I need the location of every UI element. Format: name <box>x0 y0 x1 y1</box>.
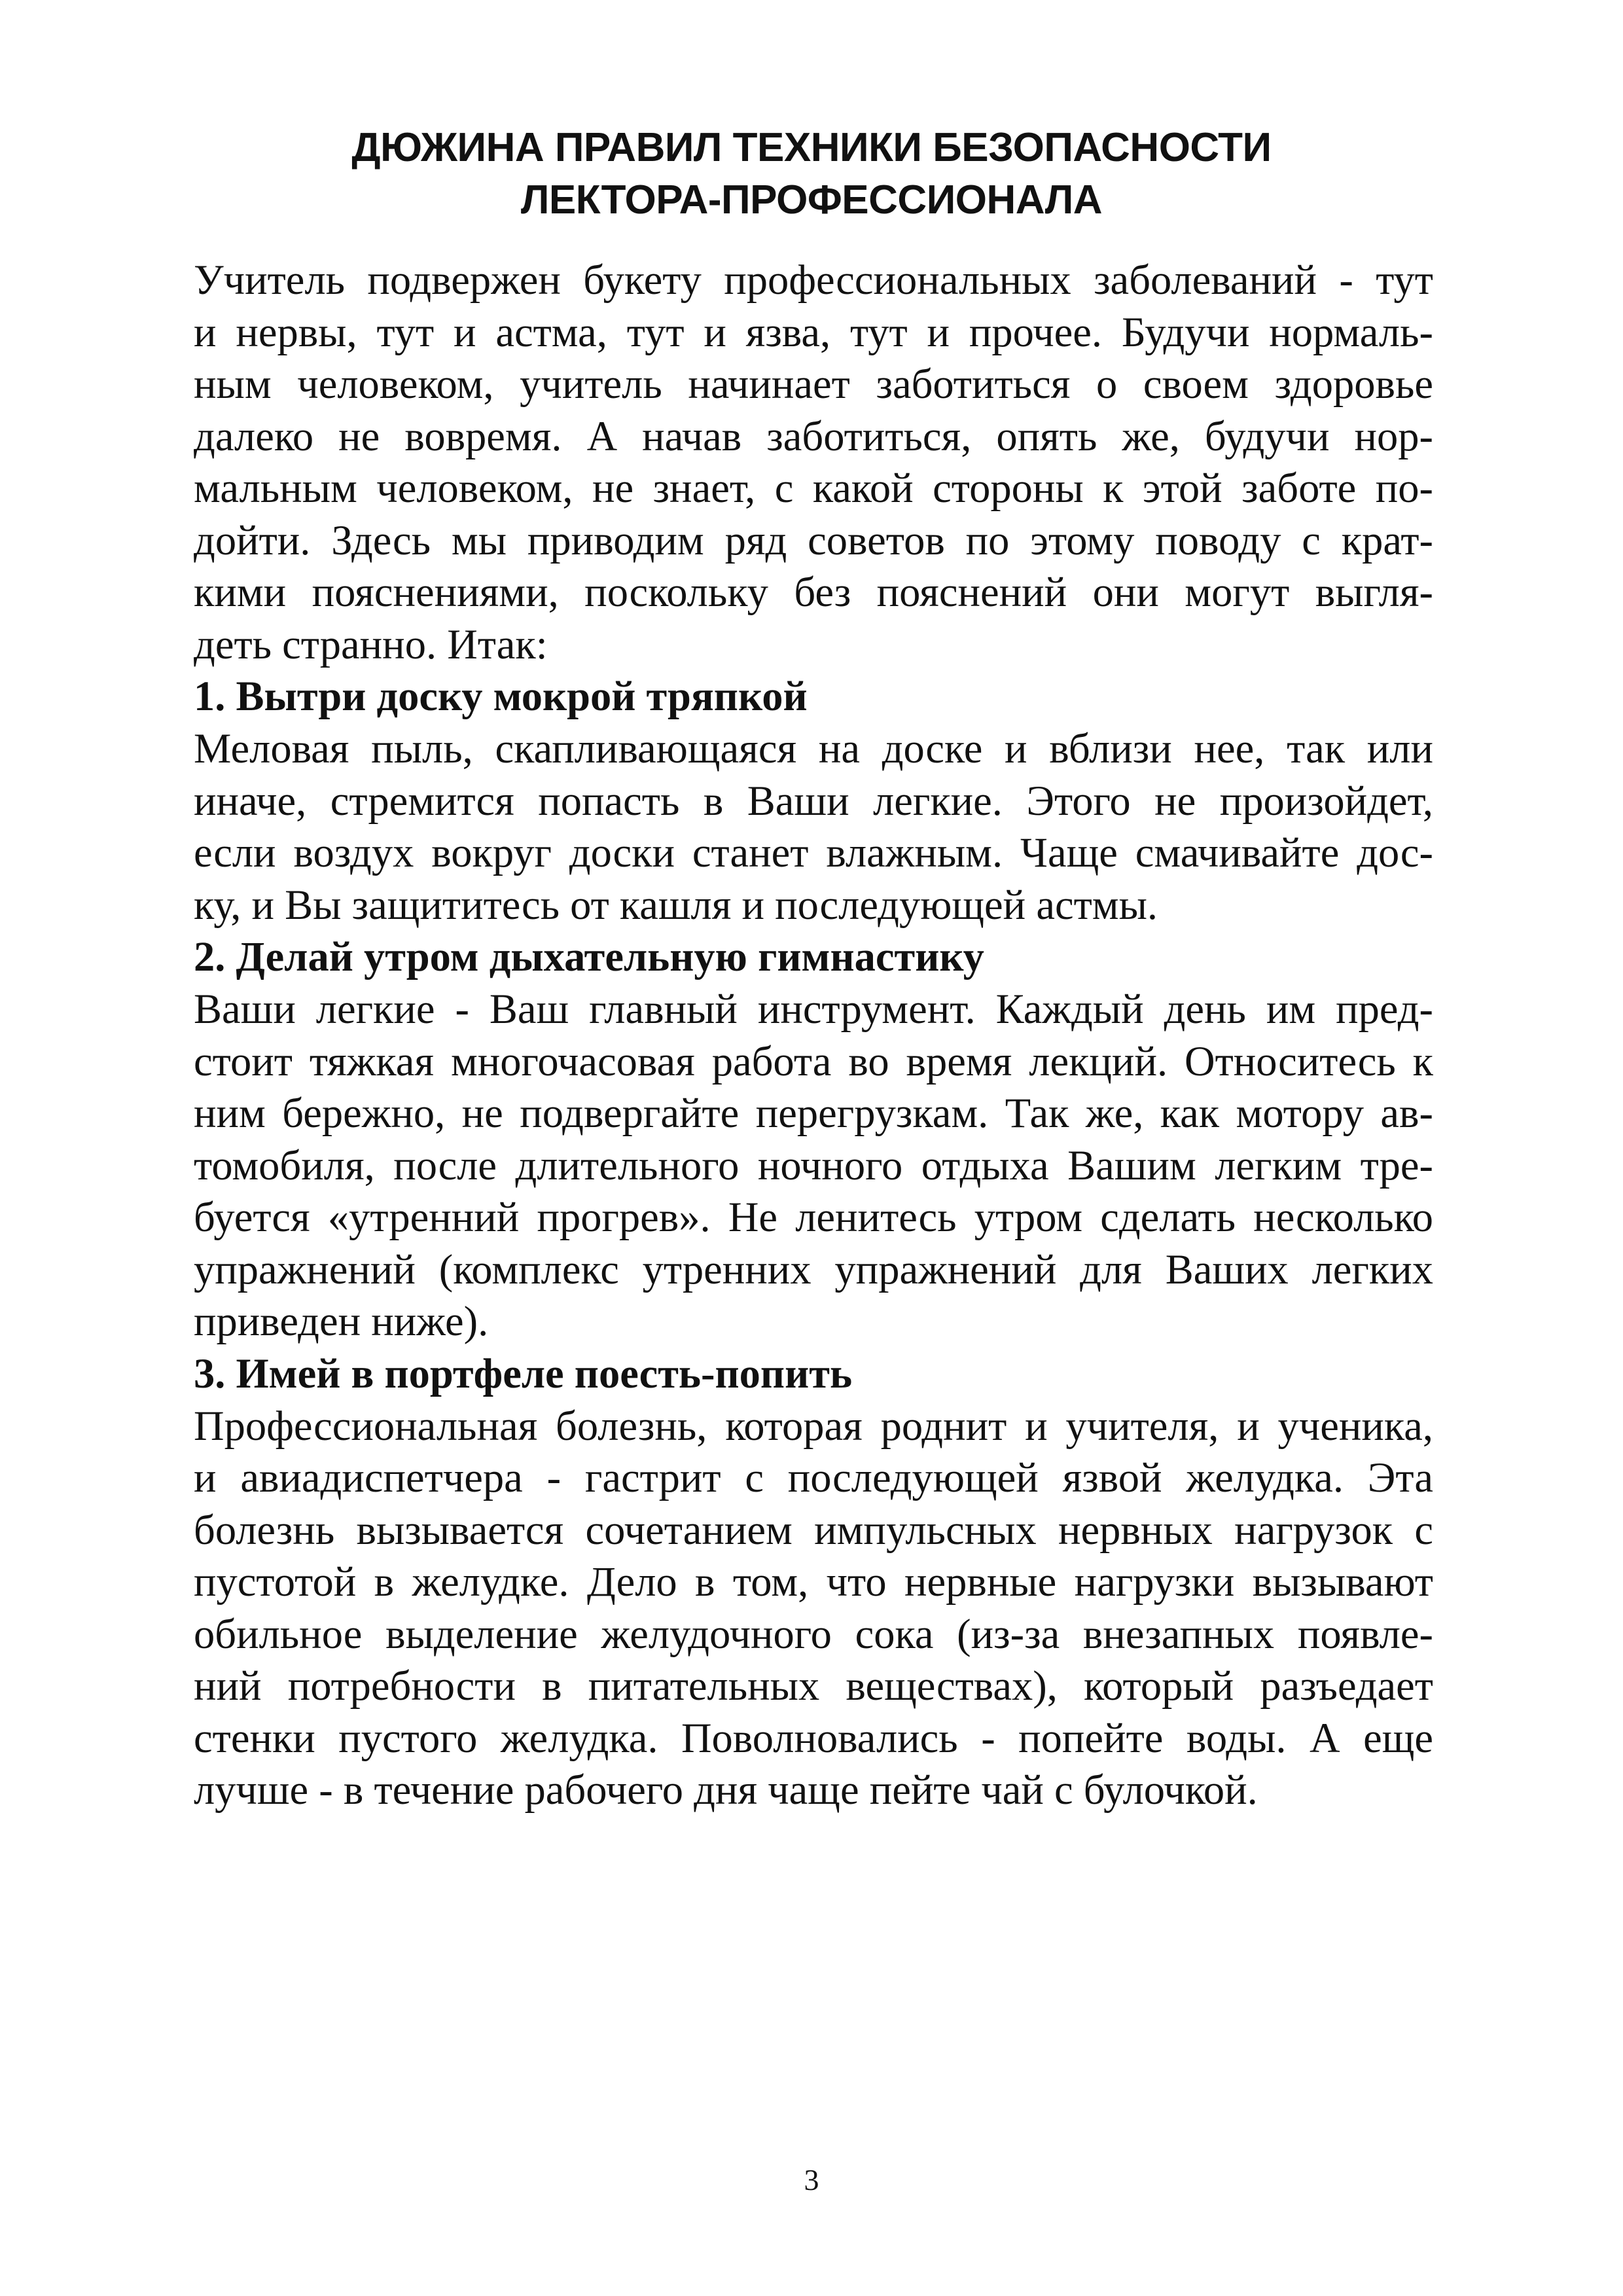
text-line: и нервы, тут и астма, тут и язва, тут и прочее. Будучи нормаль- <box>194 308 1433 355</box>
section-1-heading: 1. Вытри доску мокрой тряпкой <box>194 673 808 719</box>
text-line: упражнений (комплекс утренних упражнений для Ваших легких <box>194 1246 1433 1293</box>
text-line: и авиадиспетчера - гастрит с последующей язвой желудка. Эта <box>194 1454 1433 1501</box>
text-line: Профессиональная болезнь, которая роднит и учителя, и ученика, <box>194 1402 1433 1449</box>
text-line: ку, и Вы защититесь от кашля и последующей астмы. <box>194 881 1158 928</box>
text-line: ним бережно, не подвергайте перегрузкам. Так же, как мотору ав- <box>194 1090 1433 1136</box>
text-line: приведен ниже). <box>194 1298 489 1344</box>
title-line-2: ЛЕКТОРА-ПРОФЕССИОНАЛА <box>520 177 1103 223</box>
intro-paragraph <box>194 254 1433 670</box>
section-2-paragraph <box>194 983 1433 1348</box>
document-content <box>194 254 1433 1816</box>
text-line: далеко не вовремя. А начав заботиться, опять же, будучи нор- <box>194 412 1433 459</box>
text-line: ний потребности в питательных веществах), который разъедает <box>194 1662 1433 1709</box>
page-title <box>0 122 1623 226</box>
text-line: буется «утренний прогрев». Не ленитесь утром сделать несколько <box>194 1194 1433 1240</box>
text-line: мальным человеком, не знает, с какой стороны к этой заботе по- <box>194 465 1433 511</box>
text-line: дойти. Здесь мы приводим ряд советов по этому поводу с крат- <box>194 516 1433 564</box>
text-line: иначе, стремится попасть в Ваши легкие. Этого не произойдет, <box>194 777 1433 824</box>
text-line: деть странно. Итак: <box>194 620 548 668</box>
text-line: стоит тяжкая многочасовая работа во время лекций. Относитесь к <box>194 1037 1433 1085</box>
text-line: болезнь вызывается сочетанием импульсных нервных нагрузок с <box>194 1506 1433 1553</box>
text-line: Учитель подвержен букету профессиональных заболеваний - тут <box>194 257 1433 303</box>
text-line: Ваши легкие - Ваш главный инструмент. Каждый день им пред- <box>194 986 1433 1032</box>
text-line: Меловая пыль, скапливающаяся на доске и вблизи нее, так или <box>194 725 1433 772</box>
text-line: кими пояснениями, поскольку без пояснений они могут выгля- <box>194 569 1433 615</box>
text-line: лучше - в течение рабочего дня чаще пейте чай с булочкой. <box>194 1767 1258 1813</box>
text-line: стенки пустого желудка. Поволновались - попейте воды. А еще <box>194 1714 1433 1761</box>
page-number: 3 <box>804 2163 819 2197</box>
section-3-heading: 3. Имей в портфеле поесть-попить <box>194 1350 853 1397</box>
title-line-1: ДЮЖИНА ПРАВИЛ ТЕХНИКИ БЕЗОПАСНОСТИ <box>351 125 1272 170</box>
section-1-paragraph <box>194 723 1433 931</box>
section-2-heading: 2. Делай утром дыхательную гимнастику <box>194 933 984 980</box>
text-line: томобиля, после длительного ночного отдыха Вашим легким тре- <box>194 1141 1433 1189</box>
text-line: обильное выделение желудочного сока (из-за внезапных появле- <box>194 1610 1433 1657</box>
text-line: ным человеком, учитель начинает заботиться о своем здоровье <box>194 361 1433 407</box>
section-3-paragraph <box>194 1400 1433 1816</box>
text-line: если воздух вокруг доски станет влажным. Чаще смачивайте дос- <box>194 829 1433 876</box>
text-line: пустотой в желудке. Дело в том, что нервные нагрузки вызывают <box>194 1558 1433 1605</box>
